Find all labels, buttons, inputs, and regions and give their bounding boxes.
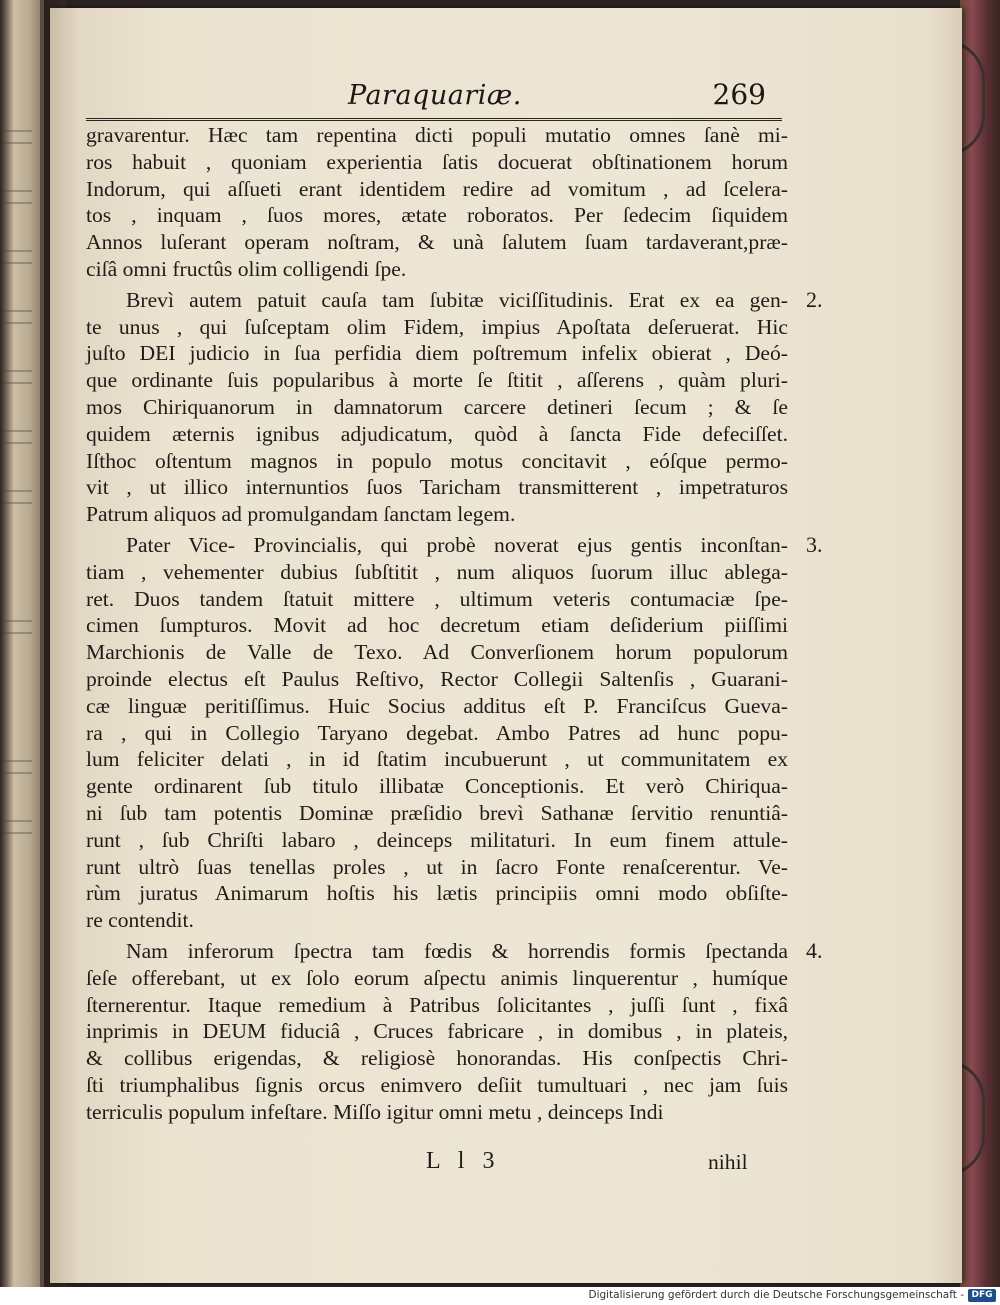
running-header xyxy=(86,76,782,121)
text-line: ra , qui in Collegio Taryano degebat. Ambo Patres ad hunc popu- xyxy=(86,720,788,745)
text-line: re contendit. xyxy=(86,908,194,933)
text-line: que ordinante ſuis popularibus à morte ſe ſtitit , aſſerens , quàm pluri- xyxy=(86,368,788,393)
paragraph xyxy=(86,122,788,283)
text-line: quidem æternis ignibus adjudicatum, quòd à ſancta Fide defeciſſet. xyxy=(86,421,788,446)
text-line: ſti triumphalibus ſignis orcus enimvero deſiit tumultuari , nec jam ſuis xyxy=(86,1072,788,1097)
text-line: cimen ſumpturos. Movit ad hoc decretum etiam deſiderium piiſſimi xyxy=(86,613,788,638)
catchword: nihil xyxy=(708,1150,748,1174)
text-line: ni ſub tam potentis Dominæ præſidio brevì Sathanæ ſervitio renuntiâ- xyxy=(86,800,788,825)
margin-number: 3. xyxy=(806,531,823,557)
text-line: ros habuit , quoniam experientia ſatis docuerat obſtinationem horum xyxy=(86,149,788,174)
text-line: lum feliciter delati , in id ſtatim incubuerunt , ut communitatem ex xyxy=(86,747,788,772)
paragraph xyxy=(86,937,823,1126)
text-line: tiam , vehementer dubius ſubſtitit , num aliquos ſuorum illuc ablega- xyxy=(86,559,788,584)
previous-page-edge xyxy=(0,0,44,1287)
text-line: juſto DEI judicio in ſua perfidia diem poſtremum infelix obierat , Deó- xyxy=(86,341,788,366)
paragraph xyxy=(86,531,823,934)
text-line: ſeſe offerebant, ut ex ſolo eorum aſpectu animis linquerentur , humíque xyxy=(86,965,788,990)
text-line: ciſâ omni fructûs olim colligendi ſpe. xyxy=(86,256,407,281)
text-line: gravarentur. Hæc tam repentina dicti populi mutatio omnes ſanè mi- xyxy=(86,123,788,147)
running-title: Paraquariæ. xyxy=(348,80,522,111)
text-line: Patrum aliquos ad promulgandam ſanctam legem. xyxy=(86,502,516,527)
text-line: mos Chiriquanorum in damnatorum carcere detineri ſecum ; & ſe xyxy=(86,394,788,419)
text-line: rùm juratus Animarum hoſtis his lætis principiis omni modo obſiſte- xyxy=(86,881,788,906)
text-line: inprimis in DEUM fiduciâ , Cruces fabricare , in domibus , in plateis, xyxy=(86,1019,788,1044)
text-line: vit , ut illico internuntios ſuos Taricham transmitterent , impetraturos xyxy=(86,475,788,500)
margin-number: 4. xyxy=(806,937,823,963)
text-line: & collibus erigendas, & religiosè honorandas. His conſpectis Chri- xyxy=(86,1046,788,1071)
text-line: Iſthoc oſtentum magnos in populo motus concitavit , eóſque permo- xyxy=(86,448,788,473)
text-line: Pater Vice- Provincialis, qui probè noverat ejus gentis inconſtan- xyxy=(126,532,788,557)
text-line: te unus , qui ſuſceptam olim Fidem, impius Apoſtata deſeruerat. Hic xyxy=(86,314,788,339)
body-text xyxy=(86,122,823,1125)
page-number: 269 xyxy=(712,78,766,111)
text-line: ſternerentur. Itaque remedium à Patribus ſolicitantes , juſſi ſunt , fixâ xyxy=(86,992,788,1017)
paragraph xyxy=(86,286,823,528)
margin-number: 2. xyxy=(806,286,823,312)
signature-mark: L l 3 xyxy=(426,1148,501,1174)
text-line: proinde electus eſt Paulus Reſtivo, Rector Collegii Saltenſis , Guarani- xyxy=(86,666,788,691)
footer-credit: Digitalisierung gefördert durch die Deutsche Forschungsgemeinschaft - xyxy=(588,1289,964,1301)
text-line: Annos luſerant operam noſtram, & unà ſalutem ſuam tardaverant,præ- xyxy=(86,230,788,255)
text-line: Brevì autem patuit cauſa tam ſubitæ viciſſitudinis. Erat ex ea gen- xyxy=(126,287,788,312)
text-line: gente ordinarent ſub titulo illibatæ Conceptionis. Et verò Chiriqua- xyxy=(86,774,788,799)
text-line: tos , inquam , ſuos mores, ætate roboratos. Per ſedecim ſiquidem xyxy=(86,203,788,228)
text-line: Marchionis de Valle de Texo. Ad Converſionem horum populorum xyxy=(86,640,788,665)
dfg-logo: DFG xyxy=(968,1289,996,1302)
text-line: terriculis populum infeſtare. Miſſo igitur omni metu , deinceps Indi xyxy=(86,1099,664,1124)
text-line: cæ linguæ peritiſſimus. Huic Socius additus eſt P. Franciſcus Gueva- xyxy=(86,693,788,718)
text-line: Indorum, qui aſſueti erant identidem redire ad vomitum , ad ſcelera- xyxy=(86,176,788,201)
text-line: Nam inferorum ſpectra tam fœdis & horrendis formis ſpectanda xyxy=(126,938,788,963)
text-line: runt ultrò ſuas tenellas proles , ut in ſacro Fonte renaſcerentur. Ve- xyxy=(86,854,788,879)
text-line: runt , ſub Chriſti labaro , deinceps militaturi. In eum finem attule- xyxy=(86,827,788,852)
text-line: ret. Duos tandem ſtatuit mittere , ultimum veteris contumaciæ ſpe- xyxy=(86,586,788,611)
